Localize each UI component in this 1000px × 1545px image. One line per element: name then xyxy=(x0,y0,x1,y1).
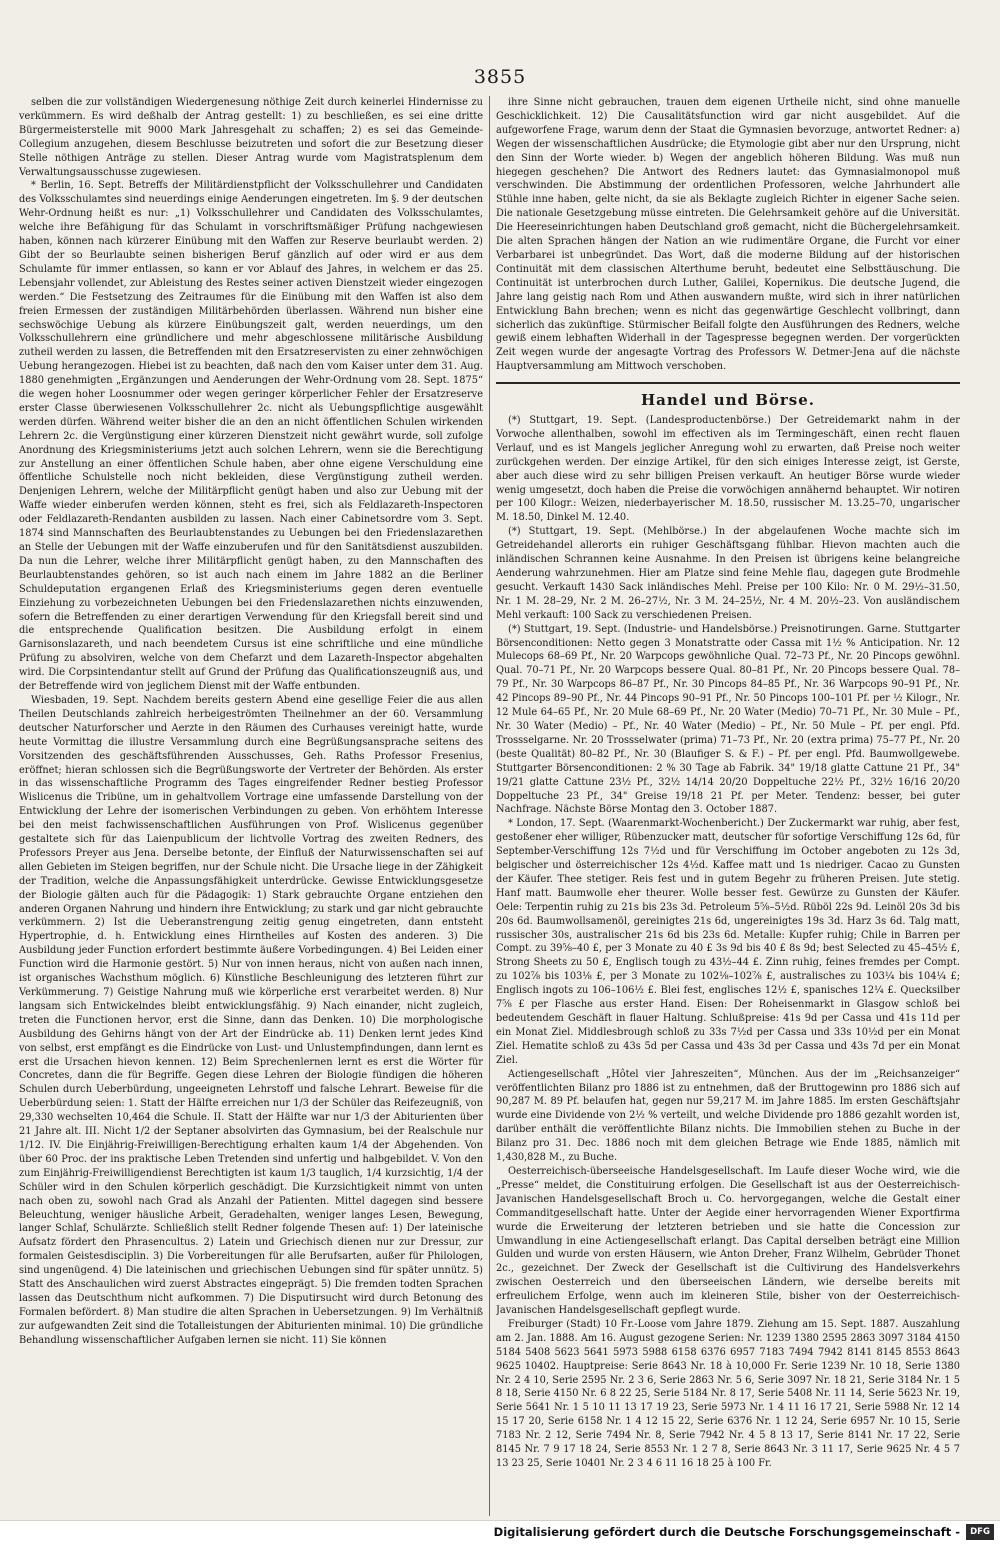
footer-band xyxy=(0,1520,1000,1545)
company-report-hotel: Actiengesellschaft „Hôtel vier Jahreszeiten“, München. Aus der im „Reichsanzeiger“ veröffentlichten Bilanz pro 1886 ist zu entnehmen, daß der Bruttogewinn pro 1886 sich auf 90,287 M. 89 Pf. belaufen hat, gegen nur 59,217 M. im Jahre 1885. Im ersten Geschäftsjahr wurde eine Dividende von 2½ % verteilt, und welche Dividende pro 1886 gezahlt worden ist, darüber enthält die veröffentlichte Bilanz nichts. Die Immobilien stehen zu Buche in der Bilanz pro 31. Dec. 1886 noch mit dem gleichen Betrage wie Ende 1885, nämlich mit 1,430,828 M., zu Buche. xyxy=(496,1068,960,1164)
market-report-stuttgart-flour: (*) Stuttgart, 19. Sept. (Mehlbörse.) In der abgelaufenen Woche machte sich im Getreidehandel allerorts ein ruhiger Geschäftsgang fühlbar. Hievon machten auch die inländischen Schrannen keine Ausnahme. In den Preisen ist übrigens keine belangreiche Aenderung wahrzunehmen. Hier am Platze sind feine Mehle flau, dagegen gute Brodmehle gesucht. Verkauft 1430 Sack inländisches Mehl. Preise per 100 Kilo: Nr. 0 M. 29½–31.50, Nr. 1 M. 28–29, Nr. 2 M. 26–27½, Nr. 3 M. 24–25½, Nr. 4 M. 20½–23. Von ausländischem Mehl verkauft: 100 Sack zu verschiedenen Preisen. xyxy=(496,526,960,621)
market-report-stuttgart-produce: (*) Stuttgart, 19. Sept. (Landesproductenbörse.) Der Getreidemarkt nahm in der Vorwoche allenthalben, sowohl im effectiven als im Termingeschäft, einen recht flauen Verlauf, und es ist Mangels jeglicher Anregung wohl zu erwarten, daß Preise noch weiter zurückgehen werden. Der einzige Artikel, für den sich einiges Interesse zeigt, ist Gerste, aber auch diese wird zu sehr billigen Preisen verkauft. An heutiger Börse wurde wieder wenig umgesetzt, doch haben die Preise die vorwöchigen annähernd behauptet. Wir notiren per 100 Kilogr.: Weizen, niederbayerischer M. 18.50, russischer M. 13.25–70, ungarischer M. 18.50, Dinkel M. 12.40. xyxy=(496,415,960,524)
page-number: 3855 xyxy=(473,66,527,88)
dfg-logo: DFG xyxy=(966,1524,994,1540)
section-heading: Handel und Börse. xyxy=(640,391,816,410)
article-wiesbaden: Wiesbaden, 19. Sept. Nachdem bereits gestern Abend eine gesellige Feier die aus allen Theilen Deutschlands zahlreich herbeigeströmten Theilnehmer an der 60. Versammlung deutscher Naturforscher und Aerzte in den Räumen des Curhauses vereinigt hatte, wurde heute Vormittag die illustre Versammlung durch eine Begrüßungsansprache seitens des Vorsitzenden des geschäftsführenden Ausschusses, Geh. Raths Professor Fresenius, eröffnet; hieran schlossen sich die Begrüßungsworte der Vertreter der Behörden. Als erster in das wissenschaftliche Programm des Tages eingreifender Redner bestieg Professor Wislicenus die Tribüne, um in gehaltvollem Vortrage eine umfassende Darstellung von der Entwicklung der Lehre der isomerischen Verbindungen zu geben. Von erhöhtem Interesse bei den meist fachwissenschaftlichen Ausführungen von Prof. Wislicenus gegenüber gestaltete sich für das Laienpublicum der lichtvolle Vortrag des zweiten Redners, des Professors Preyer aus Jena. Derselbe betonte, der Einfluß der Naturwissenschaften sei auf allen Gebieten im Steigen begriffen, nur der Schule nicht. Die Ursache liege in der Zähigkeit der Tradition, welche die Anpassungsfähigkeit unterdrücke. Gewisse Entwicklungsgesetze der Biologie gälten auch für die Pädagogik: 1) Stark gebrauchte Organe entziehen den anderen Organen Nahrung und hindern ihre Entwicklung; zu stark und gar nicht gebrauchte verkümmern. 2) Ist die Ueberanstrengung zeitig genug eingetreten, dann entsteht Hypertrophie, d. h. Entwicklung eines Hirntheiles auf Kosten des anderen. 3) Die Ausbildung jeder Function erfordert bestimmte äußere Vorbedingungen. 4) Bei Leiden einer Function wird die Harmonie gestört. 5) Nur von innen heraus, nicht von außen nach innen, ist organisches Wachsthum möglich. 6) Künstliche Beschleunigung des letzteren führt zur Verkümmerung. 7) Geistige Nahrung muß wie körperliche erst verarbeitet werden. 8) Nur langsam sich Entwickelndes bleibt entwicklungsfähig. 9) Nach einander, nicht zugleich, treten die Functionen hervor, erst die Sinne, dann das Denken. 10) Die morphologische Ausbildung des Gehirns hängt von der Art der Eindrücke ab. 11) Denken lernt jedes Kind von selbst, erst empfängt es die Eindrücke von Lust- und Unlustempfindungen, dann lernt es erst die Ursachen hievon kennen. 12) Beim Sprechenlernen lernt es erst die Wörter für Concretes, dann die für Begriffe. Gegen diese Lehren der Biologie fündigen die höheren Schulen durch Ueberbürdung, ungeeigneten Lehrstoff und falsche Lehrart. Beweise für die Ueberbürdung seien: 1. Statt der Hälfte erreichen nur 1/3 der Schüler das Reifezeugniß, von 29,330 wechselten 10,464 die Schule. II. Statt der Hälfte war nur 1/3 der Abiturienten über 21 Jahre alt. III. Nicht 1/2 der Septaner absolvirten das Gymnasium, bei der Realschule nur 1/12. IV. Die Einjährig-Freiwilligen-Berechtigung erhalten kaum 1/4 der Abgehenden. Von über 60 Proc. der ins praktische Leben Tretenden sind unfertig und halbgebildet. V. Von den zum Einjährig-Freiwilligendienst Berechtigten ist kaum 1/3 tauglich, 1/4 kurzsichtig, 1/4 der Schüler wird in den Schulen körperlich geschädigt. Die Kurzsichtigkeit nimmt von unten nach oben zu, sowohl nach Grad als Anzahl der Patienten. Mittel dagegen sind bessere Beleuchtung, weniger häusliche Arbeit, Geradehalten, weniger langes Lesen, Bewegung, langer Schlaf, Schulärzte. Schließlich stellt Redner folgende Thesen auf: 1) Der lateinische Aufsatz fördert den Phrasencultus. 2) Latein und Griechisch dienen nur zur Dressur, zur formalen Geistesdisciplin. 3) Die Vorbereitungen für alle Berufsarten, außer für Philologen, sind ungenügend. 4) Die lateinischen und griechischen Uebungen sind für später unnütz. 5) Statt des Anschaulichen wird zuerst Abstractes eingeprägt. 5) Die fremden todten Sprachen lassen das Deutschthum nicht aufkommen. 7) Die Disputirsucht wird durch Betonung des Formalen befördert. 8) Man studire die alten Sprachen in Uebersetzungen. 9) Im Verhältniß zur aufgewandten Zeit sind die Totalleistungen der Abiturienten minimal. 10) Die gründliche Behandlung wissenschaftlicher Aufgaben lernen sie nicht. 11) Sie können xyxy=(19,694,483,1346)
market-report-london: * London, 17. Sept. (Waarenmarkt-Wochenbericht.) Der Zuckermarkt war ruhig, aber fest, gestoßener eher williger, Rübenzucker matt, deutscher für sofortige Verschiffung 12s 6d, für September-Verschiffung 12s 7½d und für Verschiffung im October angeboten zu 12s 3d, belgischer und österreichischer 12s 4½d. Kaffee matt und 1s niedriger. Cacao zu Gunsten der Käufer. Thee stetiger. Reis fest und in gutem Begehr zu früheren Preisen. Jute stetig. Hanf matt. Baumwolle eher theurer. Wolle besser fest. Gewürze zu Gunsten der Käufer. Oele: Terpentin ruhig zu 21s bis 23s 3d. Petroleum 5⅝–5½d. Rüböl 22s 9d. Leinöl 20s 3d bis 20s 6d. Baumwollsamenöl, gereinigtes 21s 6d, ungereinigtes 19s 3d. Harz 3s 6d. Talg matt, russischer 30s, australischer 21s 6d bis 23s 6d. Metalle: Kupfer ruhig; Chile in Barren per Compt. zu 39⅝–40 £, per 3 Monate zu 40 £ 3s 9d bis 40 £ 8s 9d; best Selected zu 45–45½ £, Strong Sheets zu 50 £, Englisch tough zu 43½–44 £. Zinn ruhig, feines fremdes per Compt. zu 102⅞ bis 103⅛ £, per 3 Monate zu 102⅛–102⅞ £, australisches zu 103¼ bis 104¼ £; Englisch ingots zu 106–106½ £. Blei fest, englisches 12½ £, spanisches 12¼ £. Quecksilber 7⅝ £ per Flasche aus erster Hand. Eisen: Der Roheisenmarkt in Glasgow schloß bei bedeutendem Geschäft in flauer Haltung. Schlußpreise: 41s 9d per Cassa und 41s 11d per ein Monat Ziel. Middlesbrough schloß zu 33s 7½d per Cassa und 33s 10½d per ein Monat Ziel. Hematite schloß zu 43s 5d per Cassa und 43s 3d per Cassa und 43s 7d per ein Monat Ziel. xyxy=(496,818,960,1066)
article-berlin: * Berlin, 16. Sept. Betreffs der Militärdienstpflicht der Volksschullehrer und Candidaten des Volksschulamtes sind neuerdings einige Aenderungen eingetreten. Im §. 9 der deutschen Wehr-Ordnung heißt es nur: „1) Volksschullehrer und Candidaten des Volksschulamtes, welche ihre Befähigung für das Schulamt in vorschriftsmäßiger Prüfung nachgewiesen haben, können nach kürzerer Einübung mit den Waffen zur Reserve beurlaubt werden. 2) Gibt der so Beurlaubte seinen bisherigen Beruf gänzlich auf oder wird er aus dem Schulamte für immer entlassen, so kann er vor Ablauf des Jahres, in welchem er das 25. Lebensjahr vollendet, zur Ableistung des Restes seiner activen Dienstzeit wieder eingezogen werden.“ Die Festsetzung des Zeitraumes für die Einübung mit den Waffen ist also dem freien Ermessen der zuständigen Militärbehörden überlassen. Während nun bisher eine sechswöchige Uebung als kürzere Einübungszeit galt, werden neuerdings, um den Volksschullehrern eine gründlichere und mehr abgeschlossene militärische Ausbildung zutheil werden zu lassen, die Betreffenden mit den Ersatzreservisten zu einer zehnwöchigen Uebung herangezogen. Hiebei ist zu beachten, daß nach den vom Kaiser unter dem 31. Aug. 1880 genehmigten „Ergänzungen und Aenderungen der Wehr-Ordnung vom 28. Sept. 1875“ die wegen hoher Loosnummer oder wegen geringer körperlicher Fehler der Ersatzreserve erster Classe überwiesenen Volksschullehrer 2c. nicht als Uebungspflichtige ausgewählt werden dürfen. Während weiter bisher die an den an nicht öffentlichen Schulen wirkenden Lehrern 2c. die Vergünstigung einer kürzeren Dienstzeit nicht gewährt wurde, soll zufolge Anordnung des Kriegsministeriums jetzt auch solchen Lehrern, wenn sie die Berechtigung zur Anstellung an einer öffentlichen Schule haben, aber ohne eigene Verschuldung eine öffentliche Schulstelle noch nicht bekleiden, diese Vergünstigung zutheil werden. Denjenigen Lehrern, welche der Militärpflicht genügt haben und also zur Uebung mit der Waffe wieder einberufen werden können, steht es frei, sich als Feldlazareth-Inspectoren oder Feldlazareth-Rendanten ausbilden zu lassen. Nach einer Cabinetsordre vom 3. Sept. 1874 sind Mannschaften des Beurlaubtenstandes zu Uebungen bei den Friedenslazarethen an Stelle der Uebungen mit der Waffe einzuberufen und für den Sanitätsdienst auszubilden. Da nun die Lehrer, welche ihrer Militärpflicht genügt haben, zu den Mannschaften des Beurlaubtenstandes gehören, so ist auch nach einem im Jahre 1882 an die Berliner Schuldeputation ergangenen Erlaß des Kriegsministeriums gegen deren eventuelle Einziehung zu vorbezeichneten Uebungen bei den Friedenslazarethen nichts einzuwenden, sofern die Betreffenden zu einer derartigen Verwendung für den Kriegsfall bereit sind und die entsprechende Qualification besitzen. Die Ausbildung erfolgt in einem Garnisonslazareth, und nach beendetem Cursus ist eine schriftliche und eine mündliche Prüfung zu absolviren, welche von dem Chefarzt und dem Lazareth-Inspector abgehalten wird. Die Corpsintendantur stellt auf Grund der Prüfung das Qualificationszeugniß aus, und der Betreffende wird von jeglichem Dienst mit der Waffe entbunden. xyxy=(19,180,483,693)
right-column xyxy=(496,96,960,1516)
company-report-austrian: Oesterreichisch-überseeische Handelsgesellschaft. Im Laufe dieser Woche wird, wie die „Presse“ meldet, die Constituirung erfolgen. Die Gesellschaft ist aus der Oesterreichisch-Javanischen Handelsgesellschaft Broch u. Co. hervorgegangen, welche die Gestalt einer Commanditgesellschaft hatte. Unter der Aegide einer hervorragenden Wiener Exportfirma wurde die Erweiterung der letzteren betrieben und sie hatte die Concession zur Umwandlung in eine Actiengesellschaft erlangt. Das Capital derselben beträgt eine Million Gulden und wurde von ersten Häusern, wie Anton Dreher, Franz Wilhelm, Gebrüder Thonet 2c., gezeichnet. Der Zweck der Gesellschaft ist die Cultivirung des Handelsverkehrs zwischen Oesterreich und den überseeischen Ländern, wie derselbe bereits mit erfreulichem Erfolge, wenn auch im kleineren Stile, bisher von der Oesterreichisch-Javanischen Handelsgesellschaft gepflegt wurde. xyxy=(496,1165,960,1317)
column-divider xyxy=(489,96,490,1516)
funding-credit: Digitalisierung gefördert durch die Deutsche Forschungsgemeinschaft - xyxy=(493,1525,960,1539)
article-paragraph: selben die zur vollständigen Wiedergenesung nöthige Zeit durch keinerlei Hindernisse zu verkümmern. Es wird deßhalb der Antrag gestellt: 1) zu beschließen, es sei eine dritte Bürgermeisterstelle mit 9000 Mark Jahresgehalt zu schaffen; 2) es sei das Gemeinde-Collegium anzugehen, diesem Beschlusse beizutreten und sofort die zur Besetzung dieser Stelle nöthigen Anträge zu stellen. Dieser Antrag wurde vom Magistratsplenum dem Verwaltungsausschusse zugewiesen. xyxy=(19,97,483,178)
left-column xyxy=(19,96,483,1516)
section-divider xyxy=(496,382,960,384)
article-paragraph: ihre Sinne nicht gebrauchen, trauen dem eigenen Urtheile nicht, sind ohne manuelle Geschicklichkeit. 12) Die Causalitätsfunction wird gar nicht ausgebildet. Auf die aufgeworfene Frage, warum denn der Staat die Gymnasien bevorzuge, antwortet Redner: a) Wegen der wissenschaftlichen Ausdrücke; die Etymologie gibt aber nur den Ursprung, nicht den Sinn der Worte wieder. b) Wegen der angeblich höheren Bildung. Was muß nun hiegegen geschehen? Die Antwort des Redners lautet: das Gymnasialmonopol muß verschwinden. Die Abstimmung der ordentlichen Professoren, welche Jahrhundert alle Stühle inne haben, gelte nicht, da sie als Beklagte zugleich Richter in eigener Sache seien. Die nationale Gesetzgebung müsse eintreten. Die Gelehrsamkeit gehöre auf die Universität. Die Heereseinrichtungen haben Deutschland groß gemacht, nicht die Büchergelehrsamkeit. Die alten Sprachen hängen der Nation an wie rudimentäre Organe, die Furcht vor einer Verbarbarei ist unbegründet. Das Wort, daß die moderne Bildung auf der historischen Continuität mit dem classischen Alterthume beruht, bedeutet eine Selbsttäuschung. Die Continuität ist unterbrochen durch Luther, Galilei, Kopernikus. Die deutsche Jugend, die Jahre lang geistig nach Rom und Athen auswandern mußte, wird sich in ihrer natürlichen Entwicklung Bahn brechen; wenn es nicht das gegenwärtige Geschlecht vollbringt, dann sicherlich das zukünftige. Stürmischer Beifall folgte den Ausführungen des Redners, welche gewiß einem lebhaften Widerhall in der Tagespresse begegnen werden. Der vorgerückten Zeit wegen wurde der angesagte Vortrag des Professors W. Detmer-Jena auf die nächste Hauptversammlung am Mittwoch verschoben. xyxy=(496,97,960,373)
lottery-report-freiburg: Freiburger (Stadt) 10 Fr.-Loose vom Jahre 1879. Ziehung am 15. Sept. 1887. Auszahlung am 2. Jan. 1888. Am 16. August gezogene Serien: Nr. 1239 1380 2595 2863 3097 3184 4150 5184 5408 5623 5641 5973 5988 6158 6376 6957 7183 7494 7942 8141 8145 8553 8643 9625 10402. Hauptpreise: Serie 8643 Nr. 18 à 10,000 Fr. Serie 1239 Nr. 10 18, Serie 1380 Nr. 2 4 10, Serie 2595 Nr. 2 3 6, Serie 2863 Nr. 5 6, Serie 3097 Nr. 18 21, Serie 3184 Nr. 1 5 8 18, Serie 4150 Nr. 6 8 22 25, Serie 5184 Nr. 8 17, Serie 5408 Nr. 11 14, Serie 5623 Nr. 19, Serie 5641 Nr. 1 5 10 11 13 17 19 23, Serie 5973 Nr. 1 4 11 16 17 21, Serie 5988 Nr. 12 14 15 17 20, Serie 6158 Nr. 1 4 12 15 22, Serie 6376 Nr. 1 12 24, Serie 6957 Nr. 10 15, Serie 7183 Nr. 2 12, Serie 7494 Nr. 8, Serie 7942 Nr. 4 5 8 13 17, Serie 8141 Nr. 17 22, Serie 8145 Nr. 7 9 17 18 24, Serie 8553 Nr. 1 2 7 8, Serie 8643 Nr. 3 11 17, Serie 9625 Nr. 4 5 7 13 23 25, Serie 10401 Nr. 2 3 4 6 11 16 18 25 à 100 Fr. xyxy=(496,1318,960,1469)
market-report-stuttgart-industry: (*) Stuttgart, 19. Sept. (Industrie- und Handelsbörse.) Preisnotirungen. Garne. Stuttgarter Börsenconditionen: Netto gegen 3 Monatstratte oder Cassa mit 1½ % Anticipation. Nr. 12 Mulecops 68–69 Pf., Nr. 20 Warpcops gewöhnliche Qual. 72–73 Pf., Nr. 20 Pincops gewöhnl. Qual. 70–71 Pf., Nr. 20 Warpcops bessere Qual. 80–81 Pf., Nr. 20 Pincops bessere Qual. 78–79 Pf., Nr. 30 Warpcops 86–87 Pf., Nr. 30 Pincops 84–85 Pf., Nr. 36 Warpcops 90–91 Pf., Nr. 42 Pincops 89–90 Pf., Nr. 44 Pincops 90–91 Pf., Nr. 50 Pincops 100–101 Pf. per ½ Kilogr., Nr. 12 Mule 64–65 Pf., Nr. 20 Mule 68–69 Pf., Nr. 20 Water (Medio) 70–71 Pf., Nr. 30 Mule – Pf., Nr. 30 Water (Medio) – Pf., Nr. 40 Water (Medio) – Pf., Nr. 50 Mule – Pf. per engl. Pfd. Trossselgarne. Nr. 20 Trossselwater (prima) 71–73 Pf., Nr. 20 (extra prima) 75–77 Pf., Nr. 20 (beste Qualität) 80–82 Pf., Nr. 30 (Blaufiger S. & F.) – Pf. per engl. Pfd. Baumwollgewebe. Stuttgarter Börsenconditionen: 2 % 30 Tage ab Fabrik. 34" 19/18 glatte Cattune 21 Pf., 34" 19/21 glatte Cattune 23½ Pf., 32½ 14/14 20/20 Doppeltuche 22½ Pf., 32½ 16/16 20/20 Doppeltuche 23 Pf., 34" Greise 19/18 21 Pf. per Meter. Tendenz: besser, bei guter Nachfrage. Nächste Börse Montag den 3. October 1887. xyxy=(496,623,960,816)
